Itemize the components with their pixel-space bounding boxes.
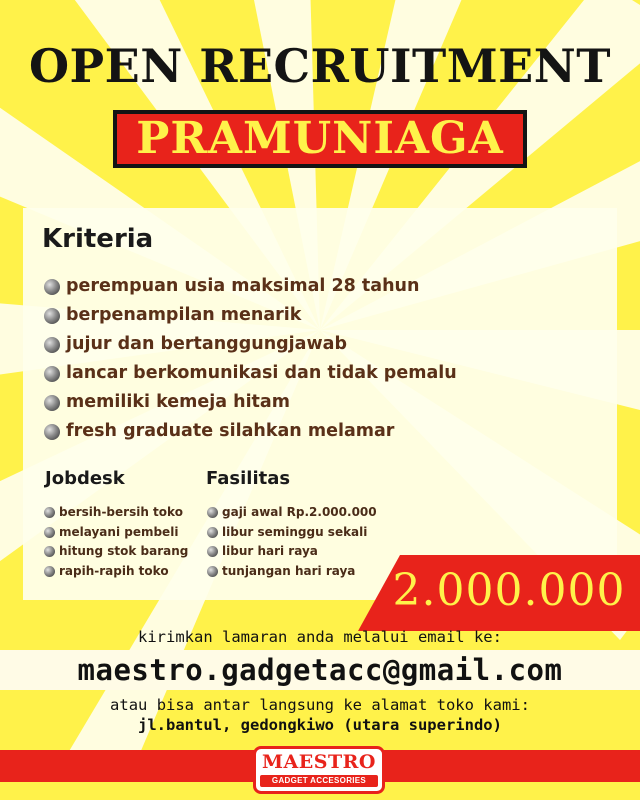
bullet-icon	[44, 546, 55, 557]
jobdesk-item: bersih-bersih toko	[44, 503, 188, 523]
jobdesk-list	[44, 503, 188, 581]
position-banner: PRAMUNIAGA	[113, 110, 527, 168]
fasilitas-title: Fasilitas	[206, 468, 291, 489]
salary-amount: 2.000.000	[392, 565, 626, 616]
bullet-icon	[44, 279, 60, 295]
criteria-title: Kriteria	[42, 224, 154, 254]
bullet-icon	[44, 507, 55, 518]
bullet-icon	[44, 366, 60, 382]
jobdesk-title: Jobdesk	[45, 468, 125, 489]
bullet-icon	[207, 546, 218, 557]
jobdesk-item: rapih-rapih toko	[44, 562, 188, 582]
jobdesk-item: hitung stok barang	[44, 542, 188, 562]
criteria-item: jujur dan bertanggungjawab	[44, 330, 457, 359]
criteria-item: perempuan usia maksimal 28 tahun	[44, 272, 457, 301]
bullet-icon	[44, 337, 60, 353]
fasilitas-item: libur seminggu sekali	[207, 523, 377, 543]
fasilitas-item: libur hari raya	[207, 542, 377, 562]
bullet-icon	[207, 566, 218, 577]
logo-name: MAESTRO	[262, 751, 376, 773]
criteria-item: memiliki kemeja hitam	[44, 388, 457, 417]
bullet-icon	[44, 566, 55, 577]
criteria-list	[44, 272, 457, 446]
brand-logo	[253, 746, 385, 794]
send-instruction: kirimkan lamaran anda melalui email ke:	[138, 628, 502, 646]
bullet-icon	[44, 308, 60, 324]
store-address: jl.bantul, gedongkiwo (utara superindo)	[138, 716, 502, 734]
alt-instruction: atau bisa antar langsung ke alamat toko kami:	[110, 696, 530, 714]
fasilitas-list	[207, 503, 377, 581]
jobdesk-item: melayani pembeli	[44, 523, 188, 543]
bullet-icon	[44, 424, 60, 440]
bullet-icon	[44, 395, 60, 411]
email-address[interactable]: maestro.gadgetacc@gmail.com	[77, 653, 563, 687]
criteria-item: lancar berkomunikasi dan tidak pemalu	[44, 359, 457, 388]
fasilitas-item: tunjangan hari raya	[207, 562, 377, 582]
fasilitas-item: gaji awal Rp.2.000.000	[207, 503, 377, 523]
criteria-item: berpenampilan menarik	[44, 301, 457, 330]
bullet-icon	[207, 507, 218, 518]
bullet-icon	[44, 527, 55, 538]
bullet-icon	[207, 527, 218, 538]
headline: OPEN RECRUITMENT	[28, 39, 612, 93]
logo-tagline: GADGET ACCESORIES	[260, 775, 378, 787]
criteria-item: fresh graduate silahkan melamar	[44, 417, 457, 446]
